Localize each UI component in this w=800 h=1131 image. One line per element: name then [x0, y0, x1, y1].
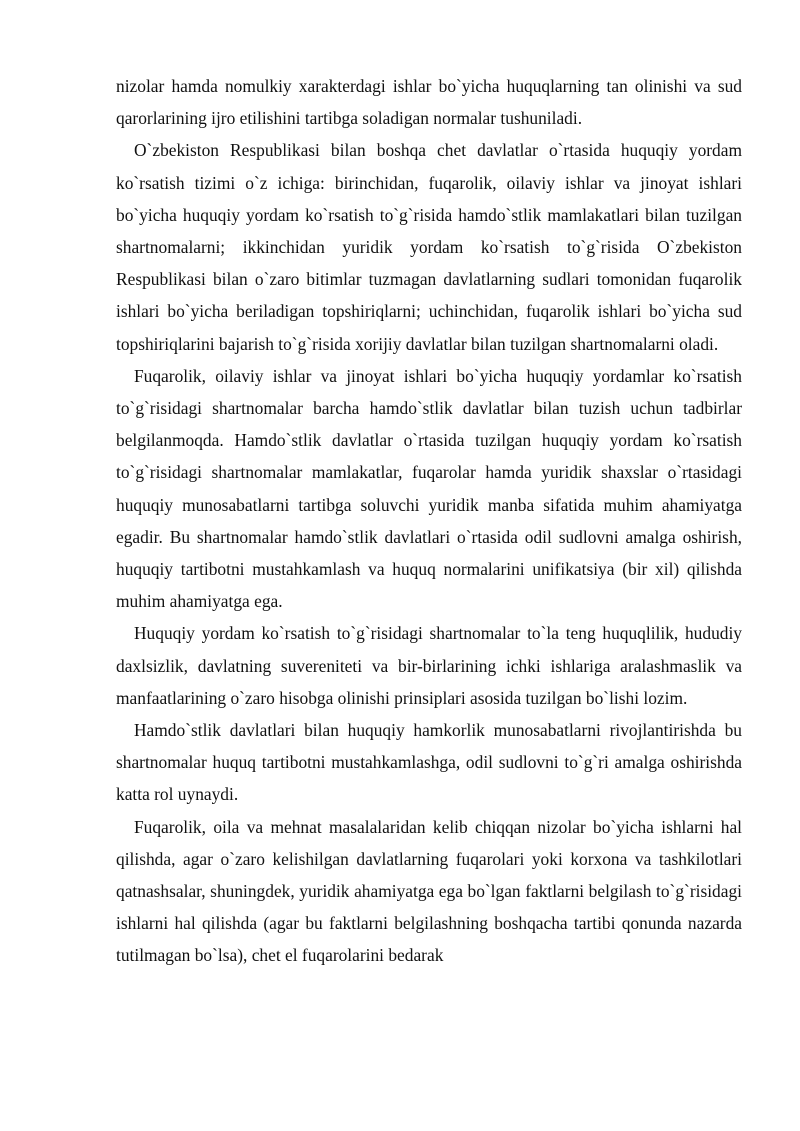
paragraph-civil-family-labor-disputes: Fuqarolik, oila va mehnat masalalaridan kelib chiqqan nizolar bo`yicha ishlarni hal qilishda, agar o`zaro kelishilgan davlatlarning fuqarolari yoki korxona va tashkilotlari qatnashsalar, shuningdek, yuridik ahamiyatga ega bo`lgan faktlarni belgilash to`g`risidagi ishlarni hal qilishda (agar bu faktlarni belgilashning boshqacha tartibi qonunda nazarda tutilmagan bo`lsa), chet el fuqarolarini bedarak	[116, 816, 742, 966]
paragraph-legal-assistance-system: O`zbekiston Respublikasi bilan boshqa chet davlatlar o`rtasida huquqiy yordam ko`rsatish tizimi o`z ichiga: birinchidan, fuqarolik, oilaviy ishlar va jinoyat ishlari bo`yicha huquqiy yordam ko`rsatish to`g`risida hamdo`stlik mamlakatlari bilan tuzilgan shartnomalarni; ikkinchidan yuridik yordam ko`rsatish to`g`risida O`zbekiston Respublikasi bilan o`zaro bitimlar tuzmagan davlatlarning sudlari tomonidan fuqarolik ishlari bo`yicha beriladigan topshiriqlarni; uchinchidan, fuqarolik ishlari bo`yicha sud topshiriqlarini bajarish to`g`risida xorijiy davlatlar bilan tuzilgan shartnomalarni oladi.	[116, 140, 742, 354]
paragraph-continuation: nizolar hamda nomulkiy xarakterdagi ishlar bo`yicha huquqlarning tan olinishi va sud qarorlarining ijro etilishini tartibga soladigan normalar tushuniladi.	[116, 76, 742, 129]
paragraph-commonwealth-treaties: Fuqarolik, oilaviy ishlar va jinoyat ishlari bo`yicha huquqiy yordamlar ko`rsatish to`g`risidagi shartnomalar barcha hamdo`stlik davlatlar bilan tuzish uchun tadbirlar belgilanmoqda. Hamdo`stlik davlatlar o`rtasida tuzilgan huquqiy yordam ko`rsatish to`g`risidagi shartnomalar mamlakatlar, fuqarolar hamda yuridik shaxslar o`rtasidagi huquqiy munosabatlarni tartibga soluvchi yuridik manba sifatida muhim ahamiyatga egadir. Bu shartnomalar hamdo`stlik davlatlari o`rtasida odil sudlovni amalga oshirish, huquqiy tartibotni mustahkamlash va huquq normalarini unifikatsiya (bir xil) qilishda muhim ahamiyatga ega.	[116, 365, 742, 612]
paragraph-legal-cooperation: Hamdo`stlik davlatlari bilan huquqiy hamkorlik munosabatlarni rivojlantirishda bu shartnomalar huquq tartibotni mustahkamlashga, odil sudlovni to`g`ri amalga oshirishda katta rol uynaydi.	[116, 720, 742, 805]
document-page	[116, 70, 742, 972]
paragraph-treaty-principles: Huquqiy yordam ko`rsatish to`g`risidagi shartnomalar to`la teng huquqlilik, hududiy daxlsizlik, davlatning suvereniteti va bir-birlarining ichki ishlariga aralashmaslik va manfaatlarining o`zaro hisobga olinishi prinsiplari asosida tuzilgan bo`lishi lozim.	[116, 623, 742, 708]
